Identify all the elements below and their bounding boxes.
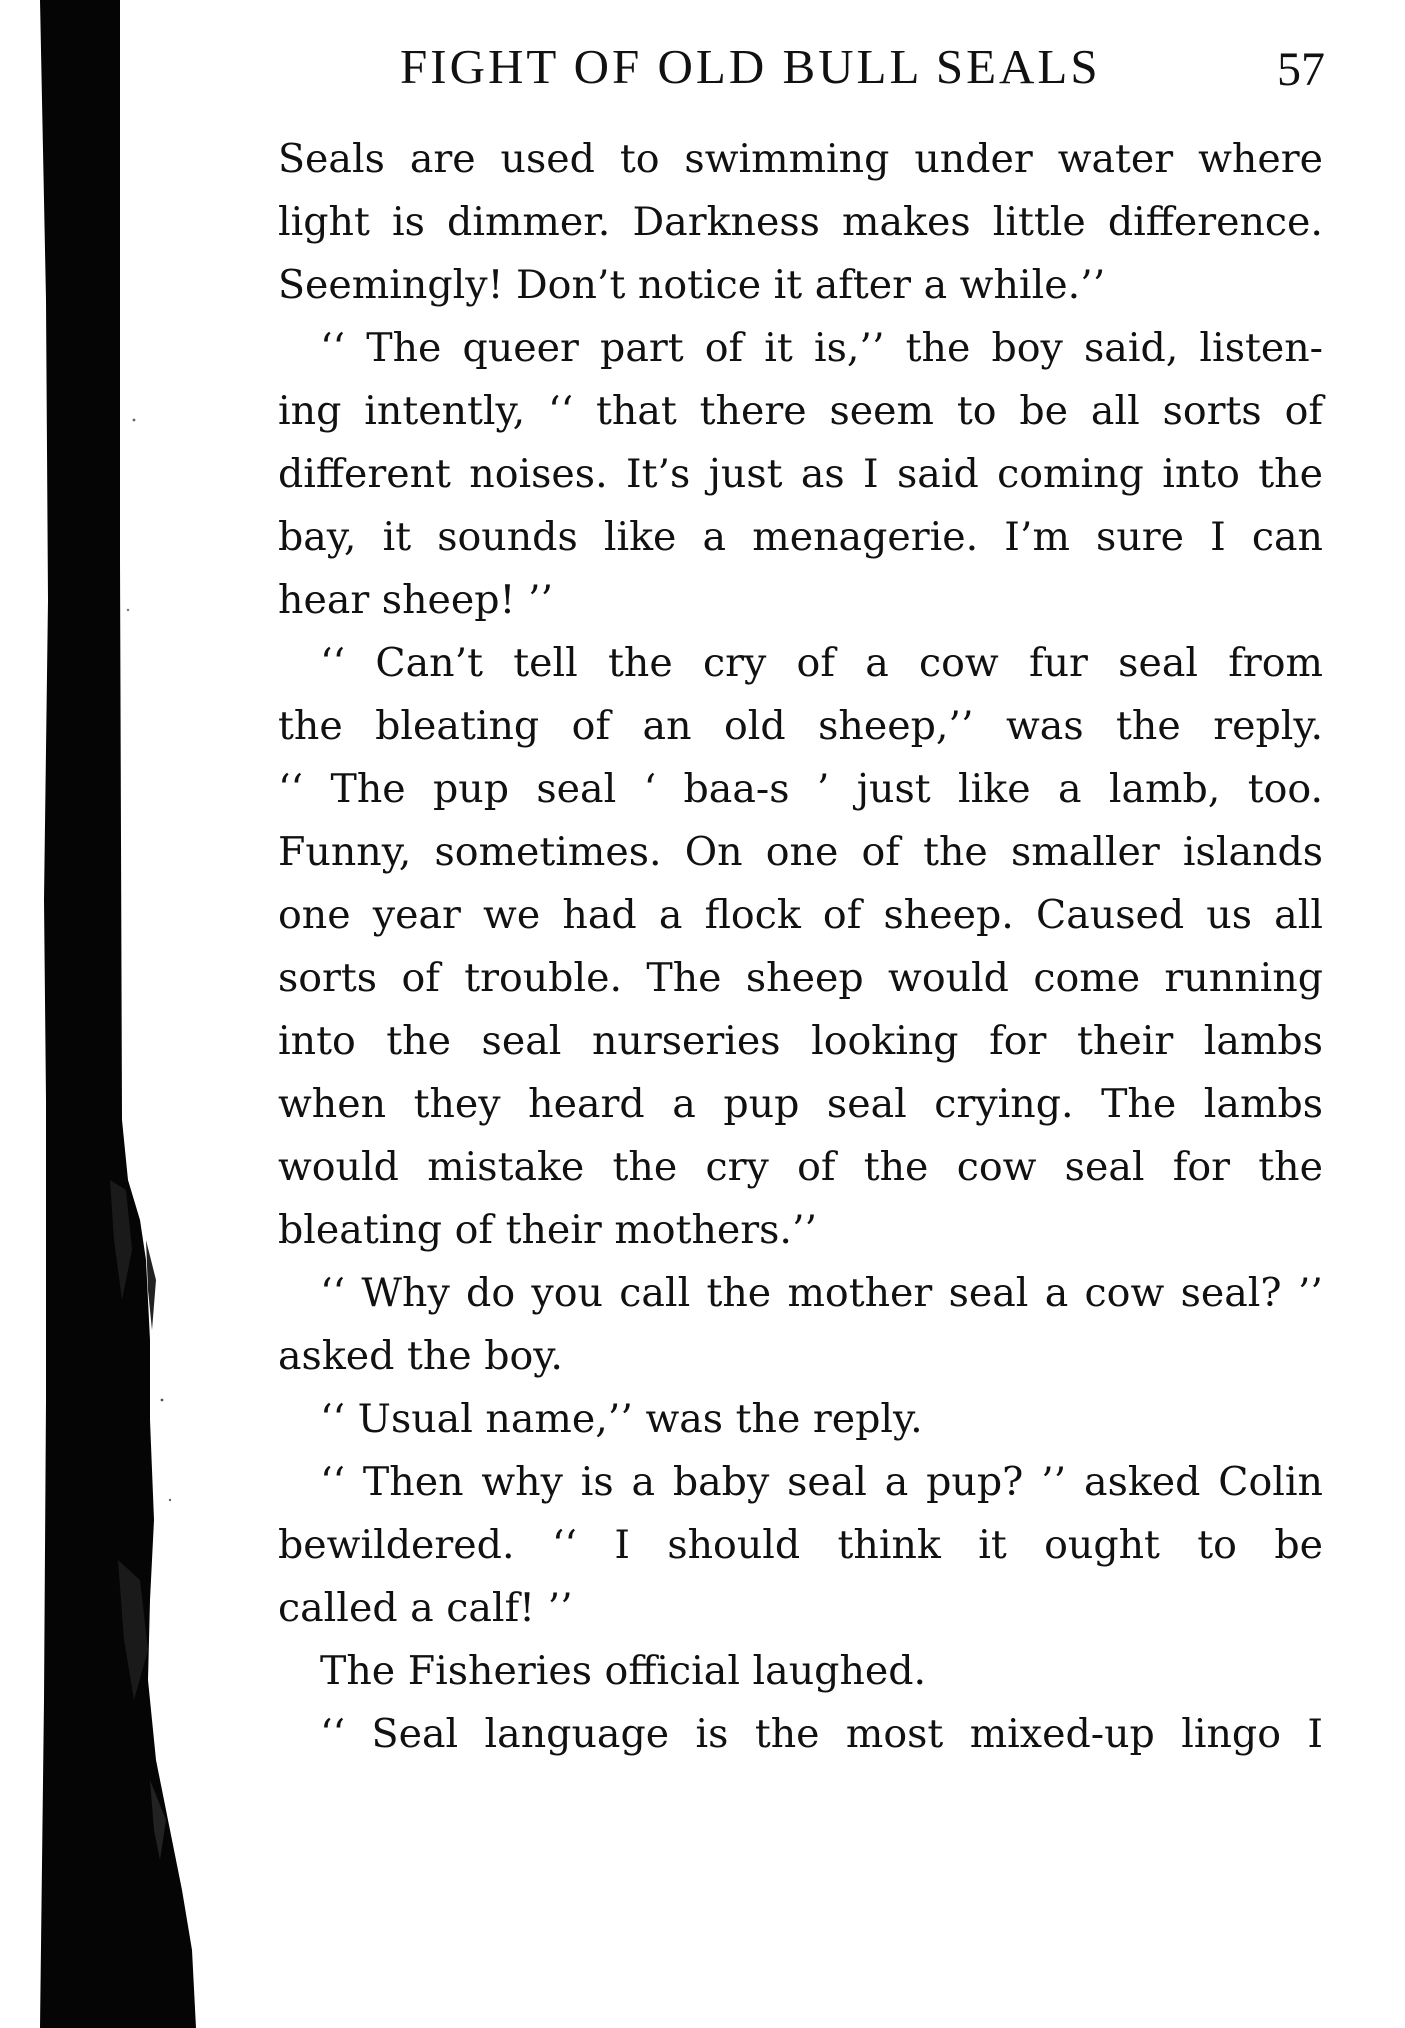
text-line: bay, it sounds like a menagerie. I’m sure I can <box>278 514 1323 560</box>
text-line: when they heard a pup seal crying. The lambs <box>278 1081 1323 1127</box>
text-line: ‘‘ Usual name,’’ was the reply. <box>320 1396 923 1442</box>
text-line: bleating of their mothers.’’ <box>278 1207 818 1253</box>
text-line: Funny, sometimes. On one of the smaller islands <box>278 829 1323 875</box>
text-line: the bleating of an old sheep,’’ was the reply. <box>278 703 1323 749</box>
text-line: different noises. It’s just as I said coming into the <box>278 451 1323 497</box>
text-line: called a calf! ’’ <box>278 1585 573 1631</box>
text-line: ing intently, ‘‘ that there seem to be all sorts of <box>278 388 1323 434</box>
text-line: hear sheep! ’’ <box>278 577 554 623</box>
scanned-binding-edge <box>0 0 200 2028</box>
text-line: would mistake the cry of the cow seal for the <box>278 1144 1323 1190</box>
text-line: into the seal nurseries looking for their lambs <box>278 1018 1323 1064</box>
text-line: ‘‘ The pup seal ‘ baa-s ’ just like a lamb, too. <box>278 766 1323 812</box>
text-line: one year we had a flock of sheep. Caused us all <box>278 892 1323 938</box>
text-line: The Fisheries official laughed. <box>320 1648 927 1694</box>
running-head: FIGHT OF OLD BULL SEALS <box>400 39 1101 94</box>
text-line: ‘‘ The queer part of it is,’’ the boy said, listen- <box>320 325 1323 371</box>
text-line: ‘‘ Why do you call the mother seal a cow seal? ’’ <box>320 1270 1323 1316</box>
page-header <box>390 38 1325 98</box>
text-line: light is dimmer. Darkness makes little difference. <box>278 199 1323 245</box>
text-line: bewildered. ‘‘ I should think it ought to be <box>278 1522 1323 1568</box>
page-number: 57 <box>1277 43 1325 96</box>
body-text <box>278 128 1323 1766</box>
text-line: ‘‘ Seal language is the most mixed-up lingo I <box>320 1711 1323 1757</box>
text-line: sorts of trouble. The sheep would come running <box>278 955 1323 1001</box>
text-line: Seemingly! Don’t notice it after a while.’’ <box>278 262 1106 308</box>
text-line: asked the boy. <box>278 1333 563 1379</box>
text-line: ‘‘ Then why is a baby seal a pup? ’’ asked Colin <box>320 1459 1323 1505</box>
text-line: Seals are used to swimming under water where <box>278 136 1323 182</box>
text-line: ‘‘ Can’t tell the cry of a cow fur seal from <box>320 640 1323 686</box>
